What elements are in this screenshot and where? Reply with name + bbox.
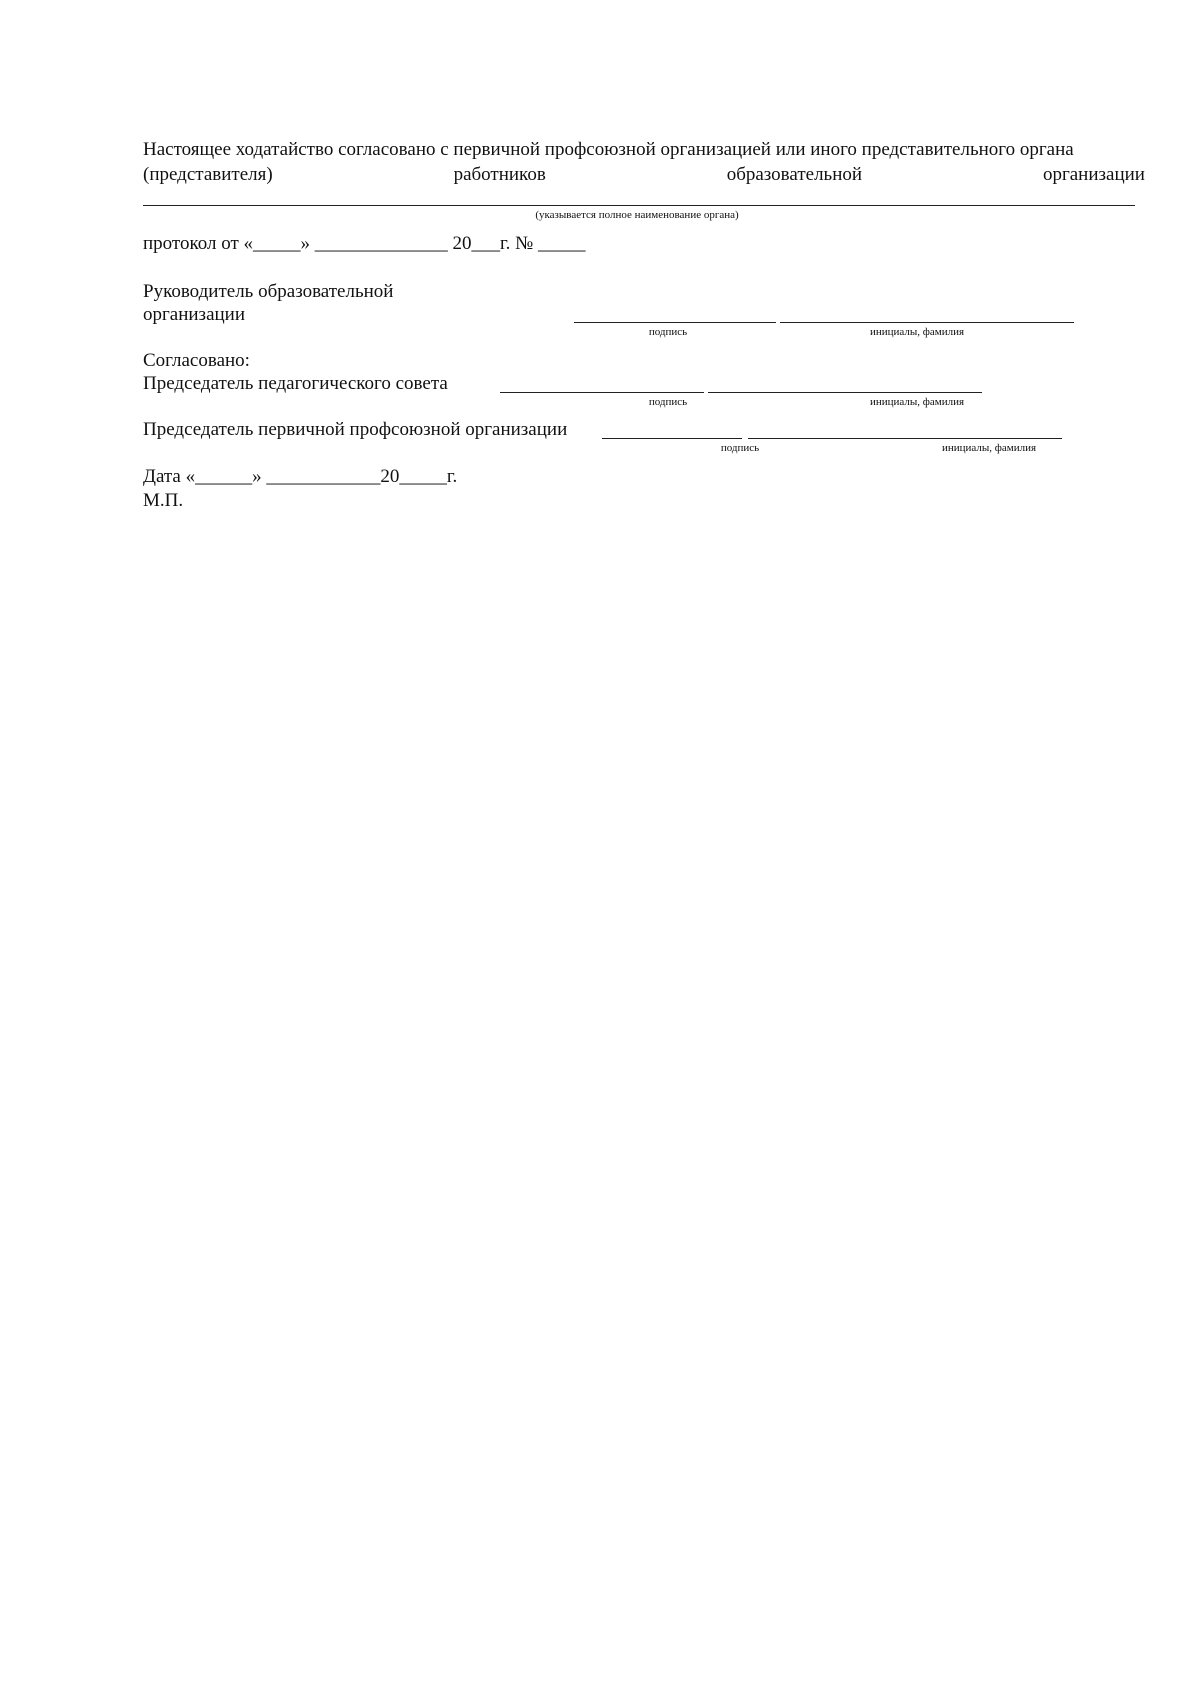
head-name-caption: инициалы, фамилия xyxy=(869,326,965,338)
intro-word-3: образовательной xyxy=(726,164,863,185)
date-line: Дата «______» ____________20_____г. xyxy=(143,466,458,487)
union-name-caption: инициалы, фамилия xyxy=(941,442,1037,454)
pedagogical-chair-label: Председатель педагогического совета xyxy=(143,373,448,394)
head-label-line-1: Руководитель образовательной xyxy=(143,281,394,302)
agreed-label: Согласовано: xyxy=(143,350,250,371)
pedagogical-signature-caption: подпись xyxy=(648,396,688,408)
protocol-line: протокол от «_____» ______________ 20___г. № _____ xyxy=(143,233,586,254)
head-signature-caption: подпись xyxy=(648,326,688,338)
head-name-line xyxy=(780,322,1074,323)
pedagogical-name-line xyxy=(708,392,982,393)
pedagogical-name-caption: инициалы, фамилия xyxy=(869,396,965,408)
pedagogical-signature-line xyxy=(500,392,704,393)
intro-word-1: (представителя) xyxy=(143,164,273,185)
org-name-caption: (указывается полное наименование органа) xyxy=(535,209,739,221)
intro-word-4: организации xyxy=(1042,164,1145,185)
intro-line-2 xyxy=(143,164,1145,186)
union-chair-label: Председатель первичной профсоюзной организации xyxy=(143,419,568,440)
org-name-line xyxy=(143,205,1135,206)
union-name-line xyxy=(748,438,1062,439)
stamp-label: М.П. xyxy=(143,490,184,511)
intro-line-1: Настоящее ходатайство согласовано с первичной профсоюзной организацией или иного представительного органа xyxy=(143,139,1074,160)
union-signature-caption: подпись xyxy=(720,442,760,454)
head-signature-line xyxy=(574,322,776,323)
intro-word-2: работников xyxy=(453,164,546,185)
head-label-line-2: организации xyxy=(143,304,246,325)
union-signature-line xyxy=(602,438,742,439)
